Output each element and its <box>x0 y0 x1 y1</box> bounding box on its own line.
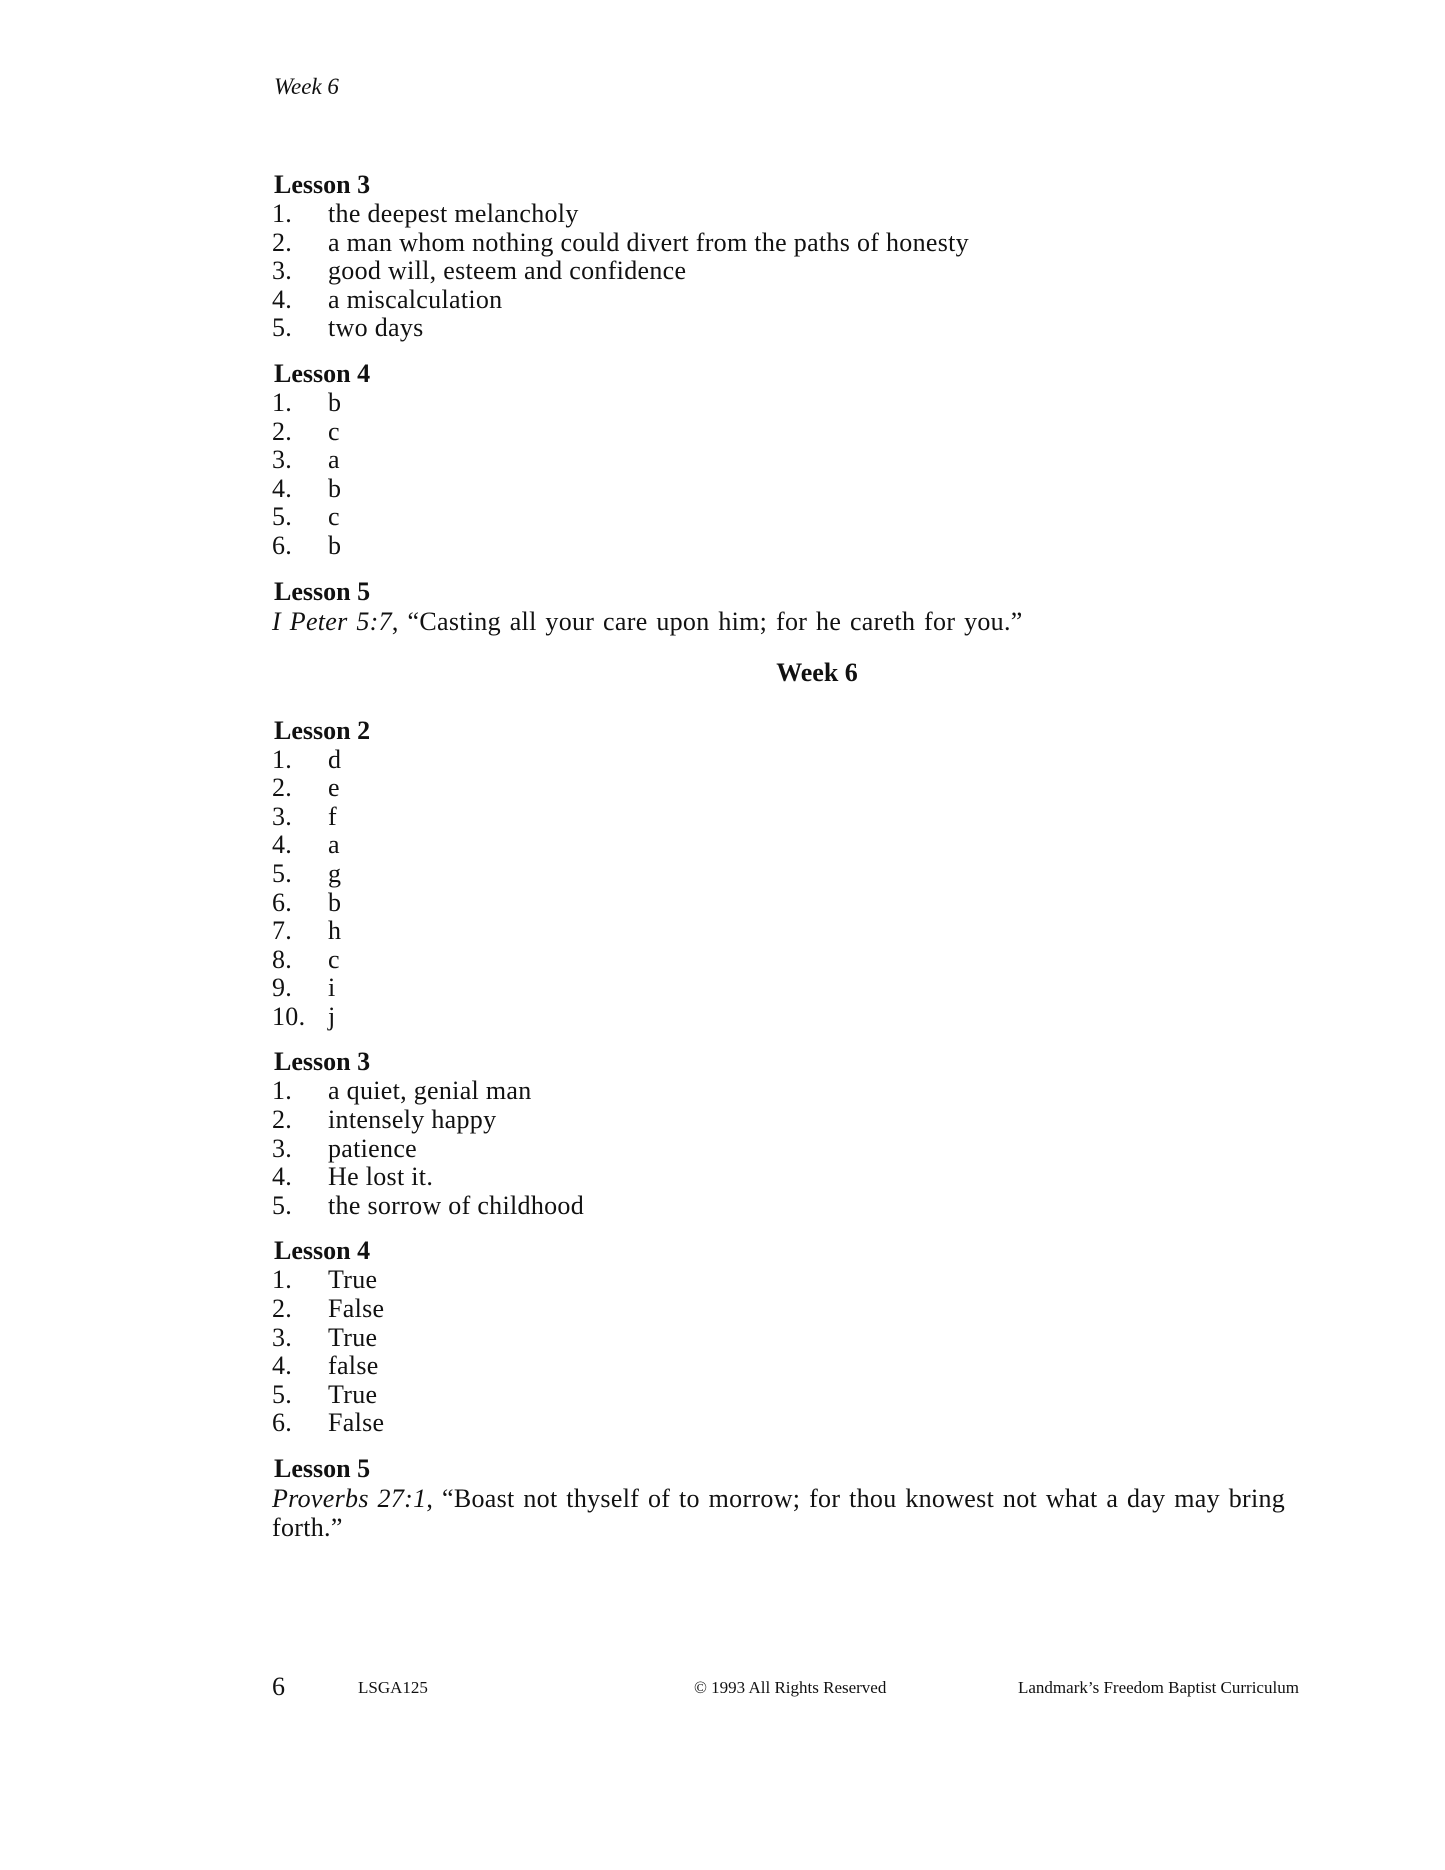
answer-item <box>272 229 1312 258</box>
verse-text: , “Boast not thyself of to morrow; for thou knowest not what a day may bring forth.” <box>272 1484 1286 1542</box>
answer-item <box>272 418 1312 447</box>
answer-number: 3. <box>272 1133 293 1163</box>
answer-list <box>272 746 1312 1032</box>
answer-number: 2. <box>272 1294 293 1324</box>
answer-number: 1. <box>272 199 293 228</box>
answer-list <box>272 389 1312 561</box>
verse-text: , “Casting all your care upon him; for he careth for you.” <box>391 606 1023 636</box>
memory-verse <box>272 607 1312 636</box>
answer-number: 1. <box>272 1076 293 1106</box>
answer-number: 2. <box>272 773 293 803</box>
answer-number: 8. <box>272 944 293 974</box>
answer-number: 4. <box>272 473 293 503</box>
lesson-section <box>272 1236 1312 1438</box>
lesson-title: Lesson 4 <box>274 358 371 388</box>
answer-text: a quiet, genial man <box>328 1076 532 1106</box>
answer-text: patience <box>328 1133 418 1163</box>
answer-text: b <box>328 887 342 917</box>
answer-number: 5. <box>272 1379 293 1409</box>
answer-text: b <box>328 530 342 560</box>
week-heading: Week 6 <box>776 657 858 687</box>
answer-text: d <box>328 744 342 774</box>
answer-text: j <box>328 1001 336 1031</box>
answer-item <box>272 200 1312 229</box>
answer-text: i <box>328 973 336 1003</box>
answer-number: 4. <box>272 1162 293 1192</box>
answer-item <box>272 1295 1312 1324</box>
lesson-title: Lesson 5 <box>274 576 371 606</box>
answer-item <box>272 1003 1312 1032</box>
answer-text: e <box>328 773 340 803</box>
answer-text: intensely happy <box>328 1105 497 1135</box>
answer-text: a <box>328 445 340 475</box>
answer-number: 3. <box>272 256 293 286</box>
answer-number: 2. <box>272 416 293 446</box>
answer-number: 5. <box>272 1190 293 1220</box>
answer-number: 10. <box>272 1001 306 1031</box>
lesson-section <box>272 359 1312 561</box>
answer-number: 5. <box>272 858 293 888</box>
lesson-title: Lesson 2 <box>274 715 371 745</box>
answer-item <box>272 889 1312 918</box>
answer-text: the sorrow of childhood <box>328 1190 585 1220</box>
answer-text: True <box>328 1265 378 1295</box>
answer-text: False <box>328 1408 385 1438</box>
answer-text: a <box>328 830 340 860</box>
lesson-section <box>272 170 1312 343</box>
answer-item <box>272 1135 1312 1164</box>
answer-item <box>272 974 1312 1003</box>
answer-list <box>272 1266 1312 1438</box>
lesson-title: Lesson 3 <box>274 170 371 199</box>
lesson-title: Lesson 3 <box>274 1047 371 1077</box>
lesson-title: Lesson 5 <box>274 1454 371 1483</box>
answer-item <box>272 286 1312 315</box>
answer-text: a man whom nothing could divert from the paths of honesty <box>328 227 969 257</box>
answer-item <box>272 503 1312 532</box>
lesson-section <box>272 1047 1312 1220</box>
answer-number: 7. <box>272 916 293 946</box>
answer-number: 6. <box>272 1408 293 1438</box>
answer-text: b <box>328 473 342 503</box>
answer-text: a miscalculation <box>328 284 503 314</box>
answer-item <box>272 1266 1312 1295</box>
answer-number: 3. <box>272 801 293 831</box>
answer-text: g <box>328 858 342 888</box>
answer-number: 1. <box>272 387 293 417</box>
answer-number: 3. <box>272 445 293 475</box>
answer-item <box>272 774 1312 803</box>
answer-text: f <box>328 801 337 831</box>
lesson-section <box>272 577 1312 636</box>
answer-item <box>272 746 1312 775</box>
answer-number: 2. <box>272 227 293 257</box>
answer-item <box>272 860 1312 889</box>
answer-number: 1. <box>272 744 293 774</box>
answer-item <box>272 1352 1312 1381</box>
answer-item <box>272 446 1312 475</box>
answer-item <box>272 257 1312 286</box>
answer-text: b <box>328 387 342 417</box>
answer-list <box>272 200 1312 343</box>
answer-item <box>272 314 1312 343</box>
answer-item <box>272 803 1312 832</box>
answer-number: 6. <box>272 530 293 560</box>
answer-item <box>272 1409 1312 1438</box>
verse-reference: Proverbs 27:1 <box>272 1484 427 1513</box>
answer-text: two days <box>328 313 424 343</box>
answer-item <box>272 917 1312 946</box>
answer-text: c <box>328 416 340 446</box>
answer-item <box>272 1077 1312 1106</box>
answer-item <box>272 831 1312 860</box>
answer-text: True <box>328 1322 378 1352</box>
answer-item <box>272 532 1312 561</box>
publisher-name: Landmark’s Freedom Baptist Curriculum <box>1018 1678 1299 1697</box>
answer-number: 6. <box>272 887 293 917</box>
answer-text: False <box>328 1294 385 1324</box>
answer-text: c <box>328 944 340 974</box>
answer-item <box>272 1163 1312 1192</box>
page-number: 6 <box>272 1672 285 1701</box>
copyright-notice: © 1993 All Rights Reserved <box>694 1678 887 1697</box>
answer-item <box>272 1324 1312 1353</box>
answer-item <box>272 389 1312 418</box>
answer-number: 1. <box>272 1265 293 1295</box>
answer-text: the deepest melancholy <box>328 199 579 228</box>
answer-text: True <box>328 1379 378 1409</box>
answer-text: c <box>328 502 340 532</box>
verse-reference: I Peter 5:7 <box>272 606 392 636</box>
answer-number: 5. <box>272 313 293 343</box>
lesson-section <box>272 1454 1312 1542</box>
lesson-title: Lesson 4 <box>274 1236 371 1266</box>
page-footer <box>0 1672 1445 1702</box>
answer-text: good will, esteem and confidence <box>328 256 687 286</box>
answer-number: 4. <box>272 830 293 860</box>
answer-number: 9. <box>272 973 293 1003</box>
lesson-section <box>272 716 1312 1032</box>
answer-number: 5. <box>272 502 293 532</box>
answer-text: He lost it. <box>328 1162 434 1192</box>
answer-item <box>272 1381 1312 1410</box>
answer-item <box>272 475 1312 504</box>
answer-number: 2. <box>272 1105 293 1135</box>
answer-list <box>272 1077 1312 1220</box>
answer-item <box>272 1106 1312 1135</box>
answer-key-content <box>272 170 1312 1558</box>
product-code: LSGA125 <box>358 1678 428 1697</box>
answer-number: 4. <box>272 1351 293 1381</box>
answer-text: h <box>328 916 342 946</box>
answer-number: 4. <box>272 284 293 314</box>
answer-number: 3. <box>272 1322 293 1352</box>
running-head: Week 6 <box>274 74 339 99</box>
answer-item <box>272 946 1312 975</box>
answer-item <box>272 1192 1312 1221</box>
answer-text: false <box>328 1351 379 1381</box>
memory-verse <box>272 1484 1312 1542</box>
